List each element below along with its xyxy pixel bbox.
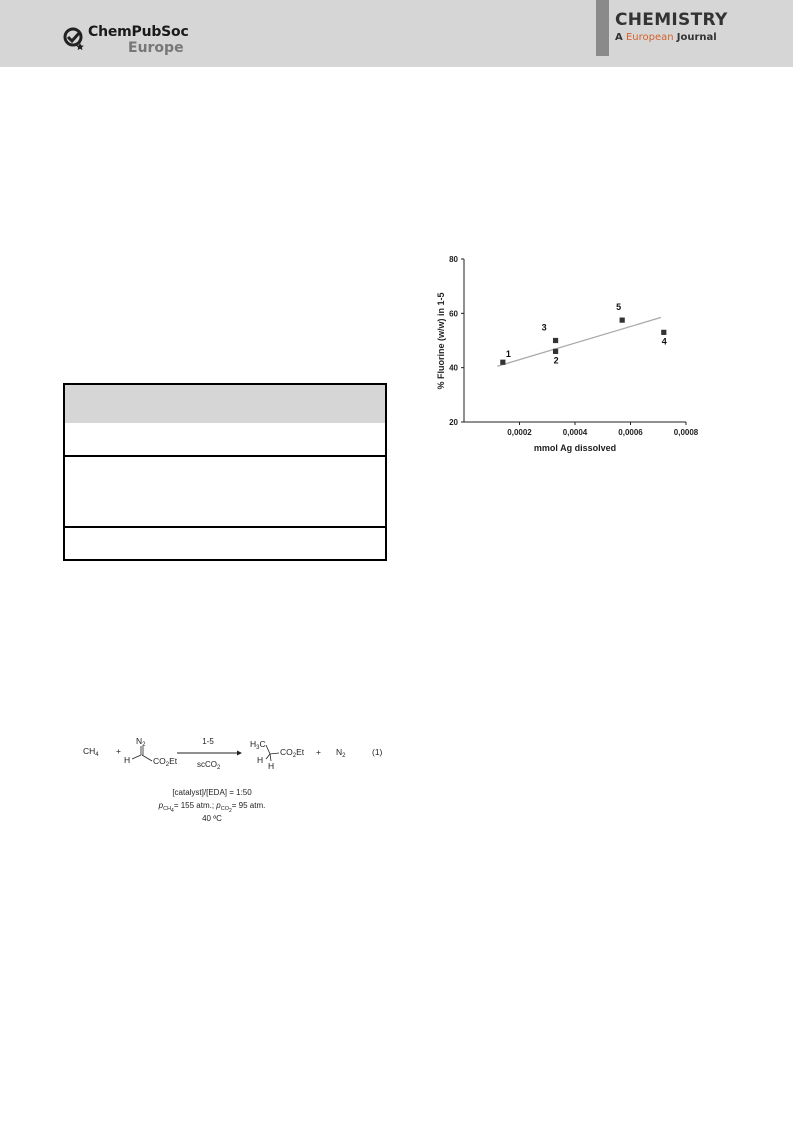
scheme-n2-product: $N_2$: [336, 747, 346, 759]
scheme-prod-bond-3: [266, 754, 270, 759]
data-point-label-1: 1: [505, 349, 511, 360]
logo-text-chempubsoc: ChemPubSoc: [88, 24, 189, 40]
table-rule-2: [65, 526, 385, 528]
table-rule-1: [65, 455, 385, 457]
data-point-label-3: 3: [541, 322, 547, 333]
scheme-product-h3c: $H_3C$: [250, 739, 266, 751]
scheme-condition-3: 40 ºC: [202, 814, 222, 823]
scheme-product-ester: $CO_2Et$: [280, 747, 305, 759]
scheme-bond-ch: [132, 755, 141, 759]
scheme-prod-bond-2: [270, 753, 279, 754]
scheme-condition-1: [catalyst]/[EDA] = 1:50: [172, 788, 252, 797]
data-point-label-4: 4: [661, 336, 667, 347]
x-tick-label: 0,0006: [618, 428, 643, 437]
fluorine-vs-silver-chart: [420, 245, 710, 465]
x-ticks: [507, 422, 699, 437]
y-axis-label: % Fluorine (w/w) in 1-5: [436, 292, 446, 390]
y-tick-label: 60: [449, 309, 458, 319]
journal-sub-a: A: [615, 32, 623, 43]
journal-color-bar: [596, 0, 609, 56]
scheme-plus-2: +: [316, 747, 321, 757]
journal-sub-european: European: [625, 32, 674, 43]
y-tick-label: 20: [449, 418, 458, 427]
data-point-label-5: 5: [616, 302, 622, 313]
data-point-label-2: 2: [553, 355, 559, 366]
x-tick-label: 0,0002: [507, 428, 532, 437]
scheme-arrow-bottom: scCO$_2$: [197, 760, 221, 771]
logo-text-europe: Europe: [128, 40, 184, 56]
reaction-scheme: [80, 730, 400, 840]
scheme-arrow-head: [237, 751, 242, 756]
scheme-product-h1: H: [257, 755, 264, 765]
journal-header: [0, 0, 793, 67]
data-point-2: [553, 349, 558, 354]
scheme-n2-label: $N_2$: [136, 736, 146, 748]
data-point-4: [661, 330, 666, 335]
journal-title: CHEMISTRY: [615, 10, 728, 30]
scheme-plus-1: +: [116, 746, 121, 756]
journal-subtitle: [615, 32, 717, 43]
y-tick-label: 40: [449, 363, 458, 373]
scheme-reactant-ch4: $CH_4$: [83, 746, 99, 758]
scheme-product-h2: H: [268, 761, 275, 771]
scheme-h-label: H: [124, 755, 131, 765]
table-header-row: [65, 385, 385, 423]
journal-sub-journal: Journal: [676, 32, 717, 43]
scheme-prod-bond-4: [270, 754, 271, 761]
y-tick-label: 80: [449, 255, 458, 264]
data-point-3: [553, 338, 558, 343]
fit-line: [497, 317, 661, 366]
scheme-condition-2: $p_{CH4}= 155$ atm.; $p_{CO2}= 95$ atm.: [158, 801, 266, 814]
scheme-ester-label: $CO_2Et$: [153, 756, 178, 768]
scheme-prod-bond-1: [266, 745, 270, 754]
scheme-arrow-top: 1-5: [202, 737, 214, 746]
x-tick-label: 0,0004: [562, 428, 588, 437]
chempubsoc-emblem-icon: [62, 24, 88, 50]
equation-number: (1): [372, 747, 383, 757]
table-frame: [63, 383, 387, 561]
scheme-bond-cc: [142, 755, 152, 761]
y-ticks: [449, 255, 464, 427]
data-point-1: [500, 360, 505, 365]
x-tick-label: 0,0008: [673, 428, 699, 437]
x-axis-label: mmol Ag dissolved: [533, 443, 617, 453]
data-point-5: [620, 318, 625, 323]
data-points: [500, 302, 667, 365]
